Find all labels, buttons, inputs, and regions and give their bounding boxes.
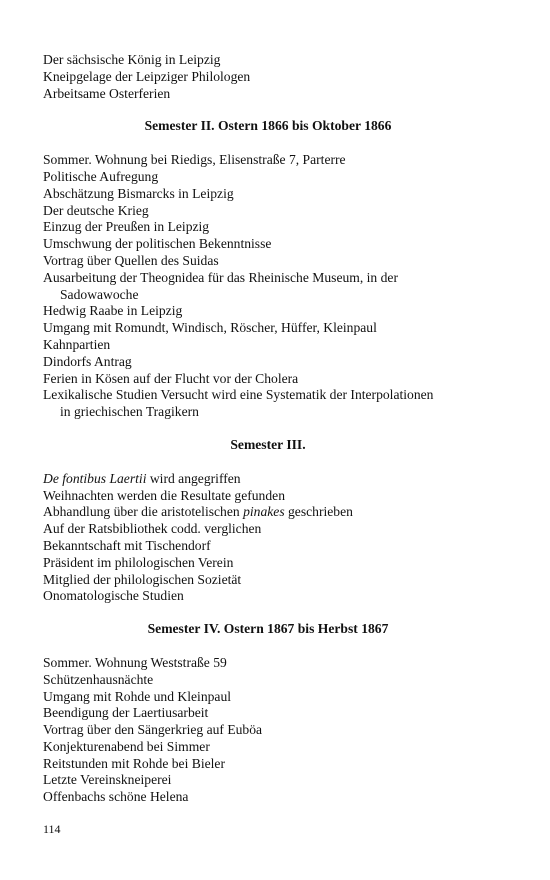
list-item: Bekanntschaft mit Tischendorf xyxy=(43,537,211,553)
list-item: Vortrag über den Sängerkrieg auf Euböa xyxy=(43,722,263,738)
semester-4-heading: Semester IV. Ostern 1867 bis Herbst 1867 xyxy=(147,621,389,637)
list-item xyxy=(43,471,493,488)
semester-3-heading: Semester III. xyxy=(230,436,306,452)
list-item: Sommer. Wohnung Weststraße 59 xyxy=(43,654,227,670)
list-item: Auf der Ratsbibliothek codd. verglichen xyxy=(43,521,262,537)
list-item: Politische Aufregung xyxy=(43,168,159,184)
list-item-continuation: in griechischen Tragikern xyxy=(60,404,199,420)
list-item: Kahnpartien xyxy=(43,336,111,352)
list-item-continuation: Sadowawoche xyxy=(60,286,139,302)
list-item xyxy=(43,504,493,521)
list-item-text: Abhandlung über die aristotelischen xyxy=(43,504,244,520)
list-item: Schützenhausnächte xyxy=(43,671,154,687)
list-item: Letzte Vereinskneiperei xyxy=(43,772,172,788)
list-item: Sommer. Wohnung bei Riedigs, Elisenstraße 7, Parterre xyxy=(43,152,346,168)
list-item: Mitglied der philologischen Sozietät xyxy=(43,571,242,587)
intro-line: Kneipgelage der Leipziger Philologen xyxy=(43,68,251,84)
semester-2-heading: Semester II. Ostern 1866 bis Oktober 1866 xyxy=(144,118,392,134)
list-item: Hedwig Raabe in Leipzig xyxy=(43,303,183,319)
list-item: Onomatologische Studien xyxy=(43,588,184,604)
page-number: 114 xyxy=(43,822,61,836)
list-item: Vortrag über Quellen des Suidas xyxy=(43,252,219,268)
list-item: Umgang mit Rohde und Kleinpaul xyxy=(43,688,232,704)
list-item: Ferien in Kösen auf der Flucht vor der Cholera xyxy=(43,370,299,386)
list-item: Lexikalische Studien Versucht wird eine Systematik der Interpolationen xyxy=(43,387,434,403)
list-item: Abschätzung Bismarcks in Leipzig xyxy=(43,185,234,201)
list-item: Der deutsche Krieg xyxy=(43,202,149,218)
list-item: Umschwung der politischen Bekenntnisse xyxy=(43,236,272,252)
italic-title: De fontibus Laertii xyxy=(43,470,147,486)
list-item: Weihnachten werden die Resultate gefunden xyxy=(43,487,285,503)
list-item: Ausarbeitung der Theognidea für das Rheinische Museum, in der xyxy=(43,269,398,285)
list-item: Einzug der Preußen in Leipzig xyxy=(43,219,210,235)
list-item: Dindorfs Antrag xyxy=(43,353,132,369)
intro-line: Der sächsische König in Leipzig xyxy=(43,52,221,67)
list-item: Beendigung der Laertiusarbeit xyxy=(43,705,209,721)
italic-term: pinakes xyxy=(243,504,285,520)
list-item: Konjekturenabend bei Simmer xyxy=(43,738,210,754)
list-item: Präsident im philologischen Verein xyxy=(43,554,234,570)
page-content xyxy=(43,52,493,806)
intro-line: Arbeitsame Osterferien xyxy=(43,85,171,101)
list-item-text: geschrieben xyxy=(284,504,353,520)
list-item: Umgang mit Romundt, Windisch, Röscher, Hüffer, Kleinpaul xyxy=(43,320,377,336)
list-item: Offenbachs schöne Helena xyxy=(43,789,189,805)
list-item: Reitstunden mit Rohde bei Bieler xyxy=(43,755,225,771)
list-item-text: wird angegriffen xyxy=(146,470,241,486)
